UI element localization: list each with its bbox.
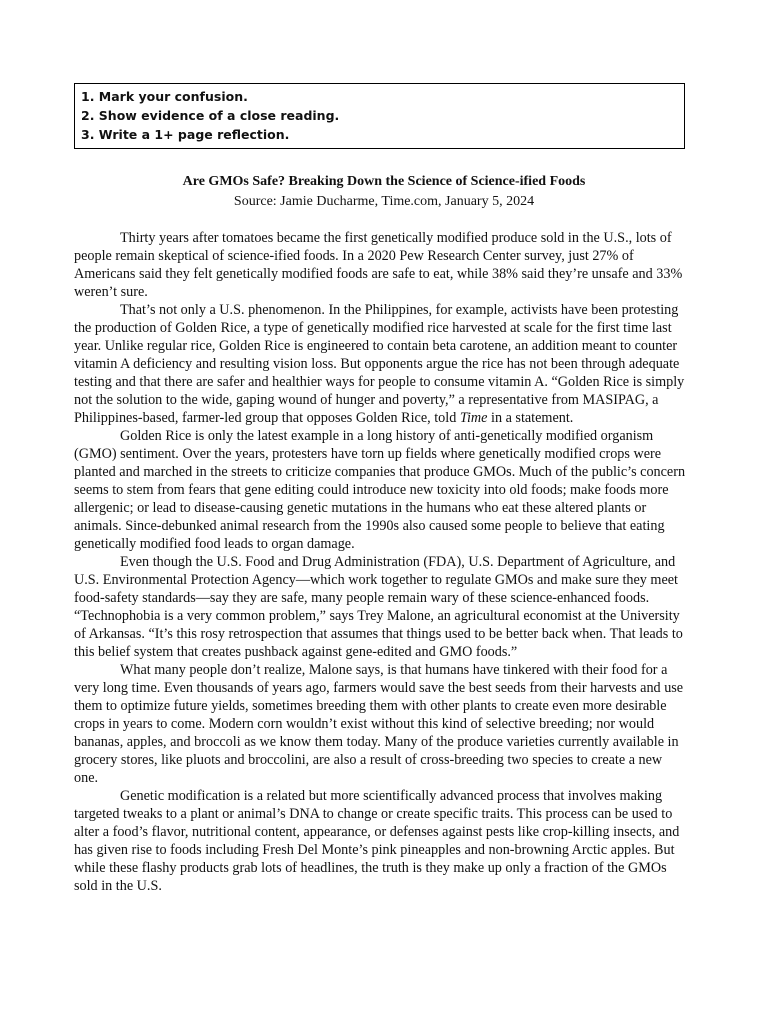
paragraph-2-text-b: in a statement.	[487, 410, 574, 426]
paragraph-3: Golden Rice is only the latest example in a long history of anti-genetically modified organism (GMO) sentiment. Over the years, protesters have torn up fields where genetically modified crops were planted and marched in the streets to criticize companies that produce GMOs. Much of the public’s concern seems to stem from fears that gene editing could introduce new toxicity into old foods; make foods more allergenic; or lead to disease-causing genetic mutations in the humans who eat these altered plants or animals. Since-debunked animal research from the 1990s also caused some people to believe that eating genetically modified food leads to organ damage.	[74, 428, 686, 552]
paragraph-1: Thirty years after tomatoes became the first genetically modified produce sold in the U.S., lots of people remain skeptical of science-ified foods. In a 2020 Pew Research Center survey, just 27% of Americans said they felt genetically modified foods are safe to eat, while 38% said they’re unsafe and 33% weren’t sure.	[74, 230, 683, 300]
paragraph-2-text-a: That’s not only a U.S. phenomenon. In the Philippines, for example, activists have been protesting the production of Golden Rice, a type of genetically modified rice harvested at scale for the first time last year. Unlike regular rice, Golden Rice is engineered to contain beta carotene, an addition meant to counter vitamin A deficiency and resulting vision loss. But opponents argue the rice has not been through adequate testing and that there are safer and healthier ways for people to consume vitamin A. “Golden Rice is simply not the solution to the wide, gaping wound of hunger and poverty,” a representative from MASIPAG, a Philippines-based, farmer-led group that opposes Golden Rice, told	[74, 302, 685, 426]
article-source: Source: Jamie Ducharme, Time.com, January 5, 2024	[233, 194, 535, 209]
article-body	[74, 229, 688, 895]
instructions-box	[74, 83, 685, 149]
paragraph-2	[74, 301, 688, 427]
paragraph-5: What many people don’t realize, Malone says, is that humans have tinkered with their food for a very long time. Even thousands of years ago, farmers would save the best seeds from their harvests and use them to optimize future yields, sometimes breeding them with other plants to create even more desirable crops in years to come. Modern corn wouldn’t exist without this kind of selective breeding; nor would bananas, apples, and broccoli as we know them today. Many of the produce varieties currently available in grocery stores, like pluots and broccolini, are also a result of cross-breeding two species to create a new one.	[74, 662, 684, 786]
paragraph-4: Even though the U.S. Food and Drug Administration (FDA), U.S. Department of Agriculture, and U.S. Environmental Protection Agency—which work together to regulate GMOs and make sure they meet food-safety standards—say they are safe, many people remain wary of these science-enhanced foods. “Technophobia is a very common problem,” says Trey Malone, an agricultural economist at the University of Arkansas. “It’s this rosy retrospection that assumes that things used to be better back when. That leads to this belief system that creates pushback against gene-edited and GMO foods.”	[74, 554, 683, 660]
instruction-item-3: 3. Write a 1+ page reflection.	[81, 127, 290, 142]
instruction-item-1: 1. Mark your confusion.	[81, 89, 248, 104]
instruction-item-2: 2. Show evidence of a close reading.	[81, 108, 340, 123]
publication-name: Time	[459, 410, 488, 426]
paragraph-6: Genetic modification is a related but more scientifically advanced process that involves making targeted tweaks to a plant or animal’s DNA to change or create specific traits. This process can be used to alter a food’s flavor, nutritional content, appearance, or defenses against pests like crop-killing insects, and has given rise to foods including Fresh Del Monte’s pink pineapples and non-browning Arctic apples. But while these flashy products grab lots of headlines, the truth is they make up only a fraction of the GMOs sold in the U.S.	[74, 788, 680, 894]
article-title: Are GMOs Safe? Breaking Down the Science of Science-ified Foods	[182, 174, 586, 189]
